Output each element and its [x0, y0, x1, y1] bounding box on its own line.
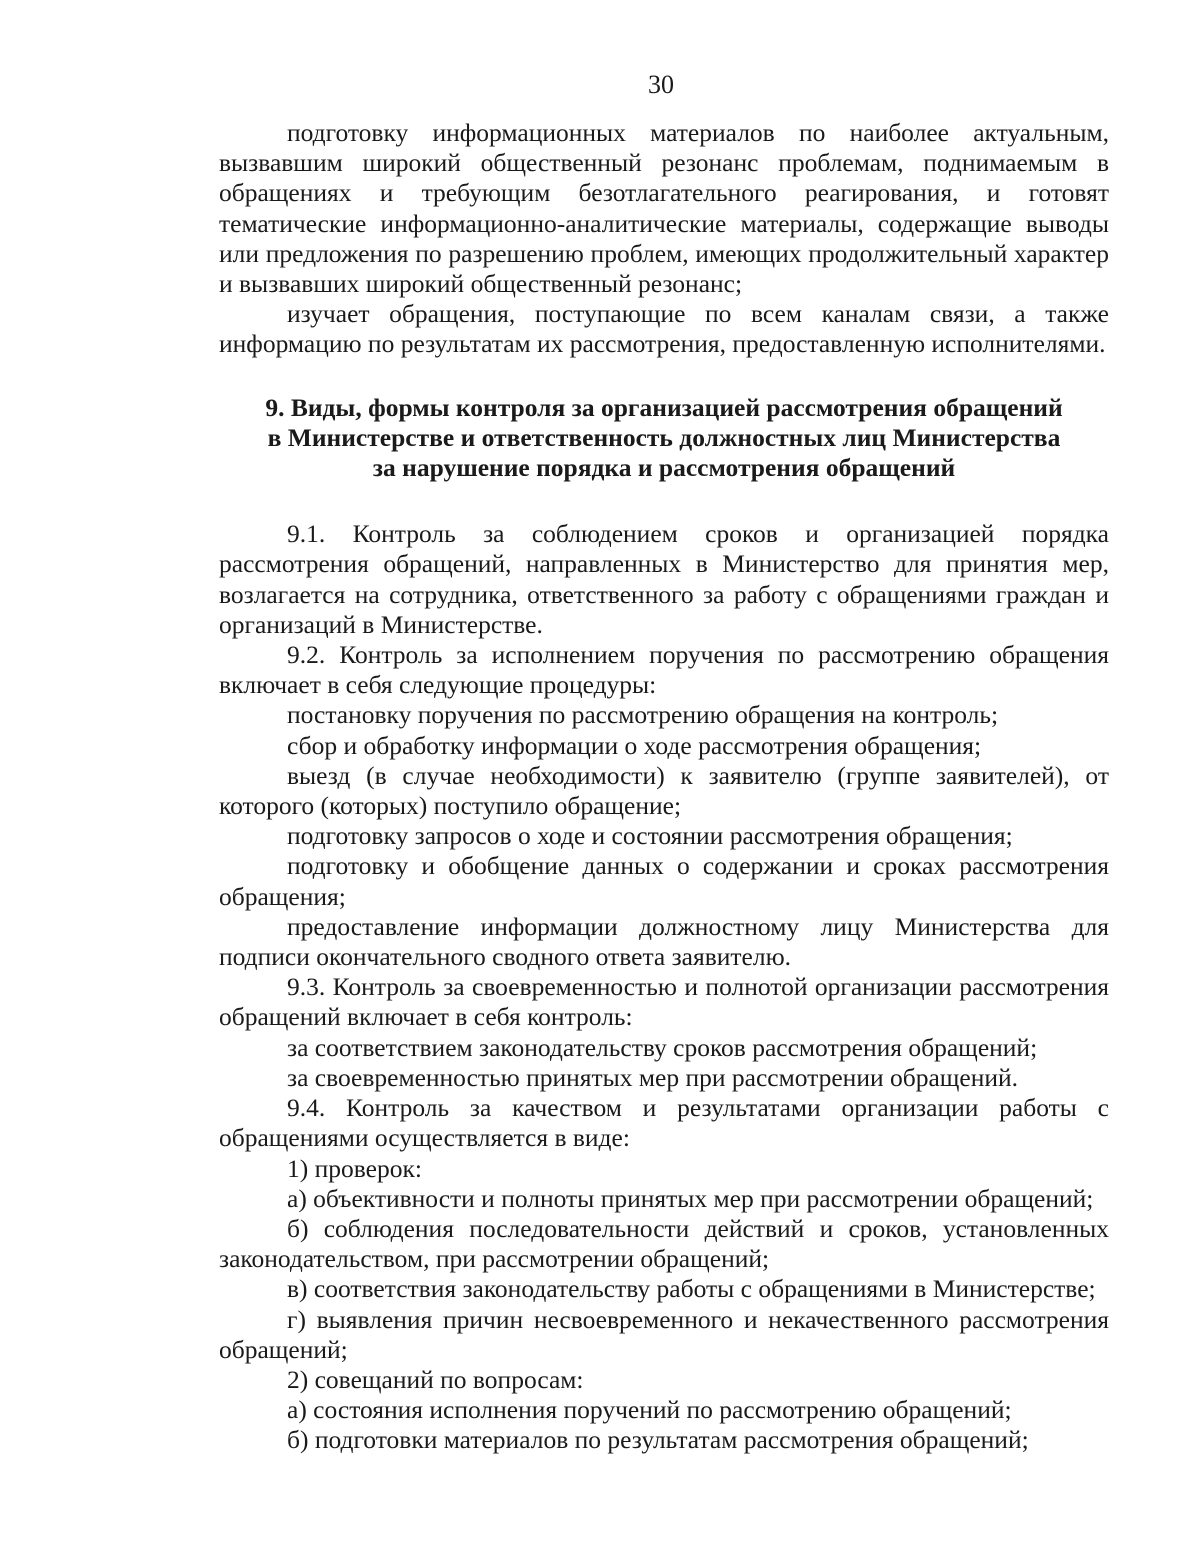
list-item: г) выявления причин несвоевременного и некачественного рассмотрения обращений;	[219, 1304, 1109, 1364]
list-item: подготовку запросов о ходе и состоянии рассмотрения обращения;	[287, 821, 1013, 851]
paragraph-9-2: 9.2. Контроль за исполнением поручения по рассмотрению обращения включает в себя следующие процедуры:	[219, 640, 1109, 700]
paragraph: подготовку информационных материалов по наиболее актуальным, вызвавшим широкий общественный резонанс проблемам, поднимаемым в обращениях и требующим безотлагательного реагирования, и готовят тематические информационно-аналитические материалы, содержащие выводы или предложения по разрешению проблем, имеющих продолжительный характер и вызвавших широкий общественный резонанс;	[219, 118, 1109, 299]
page-number: 30	[648, 70, 674, 99]
list-item: подготовку и обобщение данных о содержании и сроках рассмотрения обращения;	[219, 851, 1109, 911]
section-heading	[219, 393, 1109, 484]
list-item: 2) совещаний по вопросам:	[287, 1364, 584, 1394]
section-heading-line: в Министерстве и ответственность должностных лиц Министерства	[267, 422, 1061, 452]
paragraph-9-1: 9.1. Контроль за соблюдением сроков и организацией порядка рассмотрения обращений, направленных в Министерство для принятия мер, возлагается на сотрудника, ответственного за работу с обращениями граждан и организаций в Министерстве.	[219, 519, 1109, 639]
list-item: а) объективности и полноты принятых мер при рассмотрении обращений;	[287, 1183, 1094, 1213]
list-item: постановку поручения по рассмотрению обращения на контроль;	[287, 700, 999, 730]
paragraph-9-4: 9.4. Контроль за качеством и результатами организации работы с обращениями осуществляется в виде:	[219, 1093, 1109, 1153]
paragraph: изучает обращения, поступающие по всем каналам связи, а также информацию по результатам их рассмотрения, предоставленную исполнителями.	[219, 299, 1109, 359]
list-item: 1) проверок:	[287, 1153, 422, 1183]
list-item: предоставление информации должностному лицу Министерства для подписи окончательного сводного ответа заявителю.	[219, 911, 1109, 972]
document-body	[219, 118, 1109, 1456]
list-item: сбор и обработку информации о ходе рассмотрения обращения;	[287, 730, 982, 760]
paragraph-9-3: 9.3. Контроль за своевременностью и полнотой организации рассмотрения обращений включает в себя контроль:	[219, 972, 1109, 1032]
list-item: за своевременностью принятых мер при рассмотрении обращений.	[287, 1062, 1019, 1092]
section-heading-line: за нарушение порядка и рассмотрения обращений	[372, 453, 956, 483]
list-item: выезд (в случае необходимости) к заявителю (группе заявителей), от которого (которых) поступило обращение;	[219, 760, 1109, 821]
list-item: в) соответствия законодательству работы с обращениями в Министерстве;	[287, 1274, 1096, 1304]
list-item: б) подготовки материалов по результатам рассмотрения обращений;	[287, 1425, 1029, 1455]
list-item: за соответствием законодательству сроков рассмотрения обращений;	[287, 1032, 1038, 1062]
list-item: б) соблюдения последовательности действий и сроков, установленных законодательством, при рассмотрении обращений;	[219, 1213, 1109, 1274]
section-heading-line: 9. Виды, формы контроля за организацией рассмотрения обращений	[265, 392, 1063, 422]
list-item: а) состояния исполнения поручений по рассмотрению обращений;	[287, 1395, 1012, 1425]
